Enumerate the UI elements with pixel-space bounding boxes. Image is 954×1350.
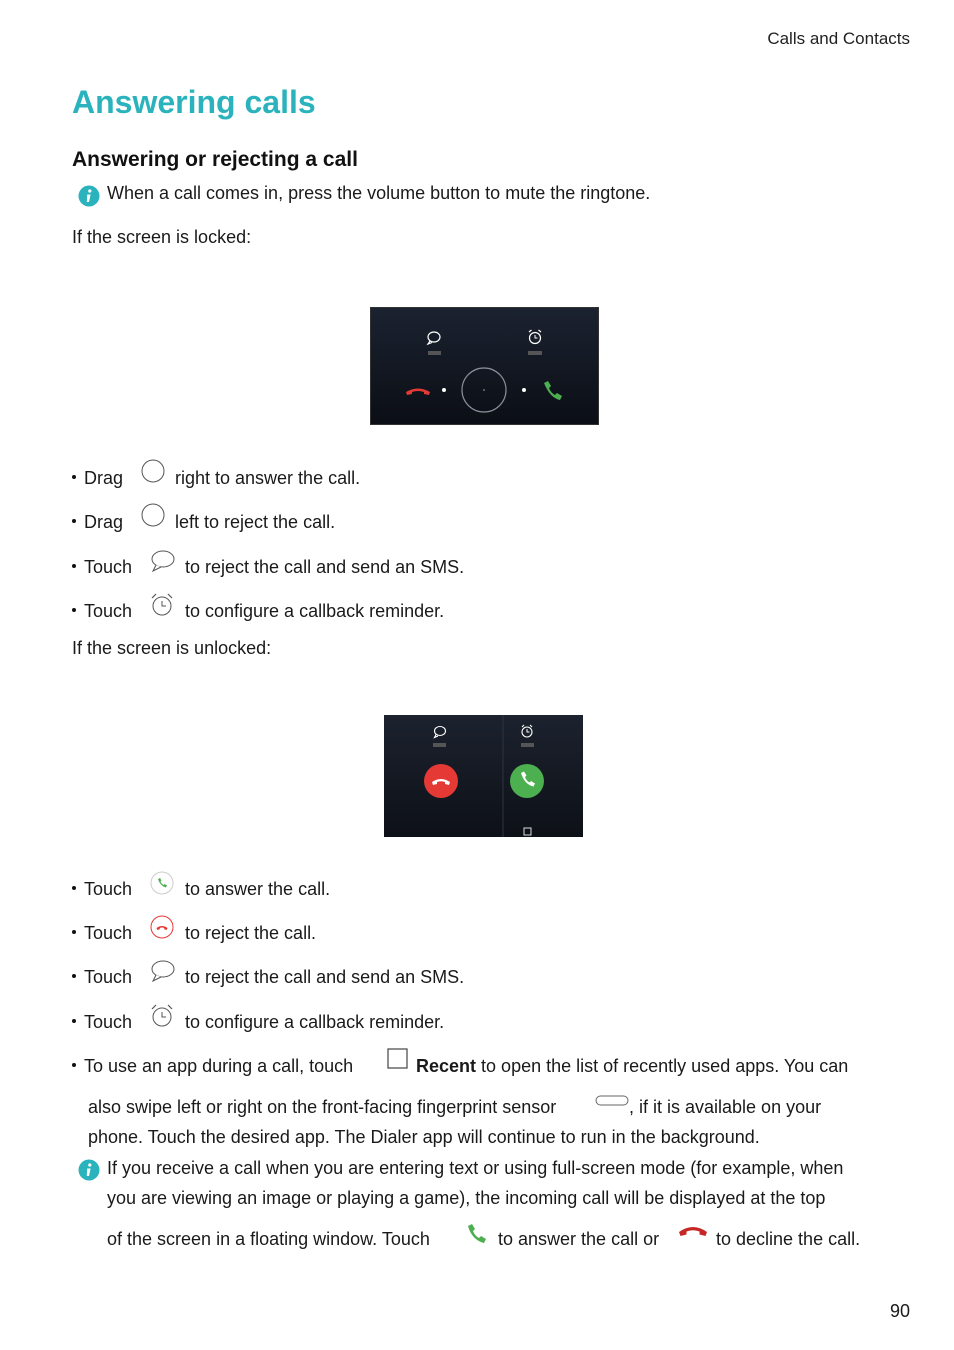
locked-item-reminder: Touch [72, 601, 132, 622]
page-number: 90 [889, 1301, 910, 1321]
locked-item-text: to configure a callback reminder. [185, 601, 445, 621]
recent-label: Recent [416, 1056, 477, 1076]
recent-suffix: to open the list of recently used apps. You can [481, 1056, 849, 1076]
unlocked-intro: If the screen is unlocked: [72, 638, 272, 658]
unlocked-item-text: to configure a callback reminder. [185, 1012, 445, 1032]
page-title: Answering calls [72, 84, 316, 120]
locked-item-drag-answer: Drag [72, 468, 123, 489]
alarm-clock-icon [522, 725, 532, 737]
alarm-clock-icon [149, 592, 175, 618]
unlocked-item-sms: Touch [72, 967, 132, 988]
note-mute-ringtone: When a call comes in, press the volume button to mute the ringtone. [107, 183, 651, 203]
answer-phone-icon [464, 1222, 488, 1246]
locked-item-text: right to answer the call. [175, 468, 361, 488]
locked-item-text: left to reject the call. [175, 512, 336, 532]
unlocked-item-answer: Touch [72, 879, 132, 900]
note2-line3b: to answer the call or [498, 1229, 660, 1249]
note2-line2: you are viewing an image or playing a game), the incoming call will be displayed at the top [107, 1188, 826, 1208]
recent-apps-item: To use an app during a call, touch [72, 1056, 353, 1077]
alarm-clock-icon [149, 1003, 175, 1029]
unlocked-item-text: to answer the call. [185, 879, 331, 899]
note2-line3a: of the screen in a floating window. Touch [107, 1229, 430, 1249]
locked-call-screenshot [370, 307, 599, 425]
answer-phone-icon [150, 871, 174, 895]
message-icon [150, 960, 176, 984]
info-icon [78, 185, 100, 207]
circle-icon [141, 503, 165, 527]
reject-phone-icon [678, 1224, 708, 1240]
recent-line3: phone. Touch the desired app. The Dialer app will continue to run in the background. [88, 1127, 760, 1147]
section-header: Calls and Contacts [767, 29, 910, 48]
note2-line1: If you receive a call when you are entering text or using full-screen mode (for example, when [107, 1158, 844, 1178]
message-icon [150, 550, 176, 574]
unlocked-call-screenshot [384, 715, 583, 837]
unlocked-item-text: to reject the call. [185, 923, 317, 943]
recent-square-icon [387, 1048, 409, 1070]
section-subtitle: Answering or rejecting a call [72, 148, 358, 171]
note2-line3c: to decline the call. [716, 1229, 861, 1249]
alarm-clock-icon [529, 330, 541, 344]
answer-phone-icon [544, 381, 562, 400]
message-icon [435, 727, 446, 738]
circle-icon [141, 459, 165, 483]
locked-item-drag-reject: Drag [72, 512, 123, 533]
unlocked-item-text: to reject the call and send an SMS. [185, 967, 465, 987]
reject-phone-icon [406, 389, 430, 396]
unlocked-item-reminder: Touch [72, 1012, 132, 1033]
recent-line2b: , if it is available on your [629, 1097, 822, 1117]
fingerprint-sensor-icon [595, 1094, 629, 1108]
locked-item-sms: Touch [72, 557, 132, 578]
info-icon [78, 1159, 100, 1181]
reject-phone-icon [150, 915, 174, 939]
message-icon [428, 332, 440, 344]
unlocked-item-reject: Touch [72, 923, 132, 944]
locked-item-text: to reject the call and send an SMS. [185, 557, 465, 577]
locked-intro: If the screen is locked: [72, 227, 252, 247]
recent-line1 [416, 1056, 848, 1077]
recent-line2a: also swipe left or right on the front-facing fingerprint sensor [88, 1097, 557, 1117]
